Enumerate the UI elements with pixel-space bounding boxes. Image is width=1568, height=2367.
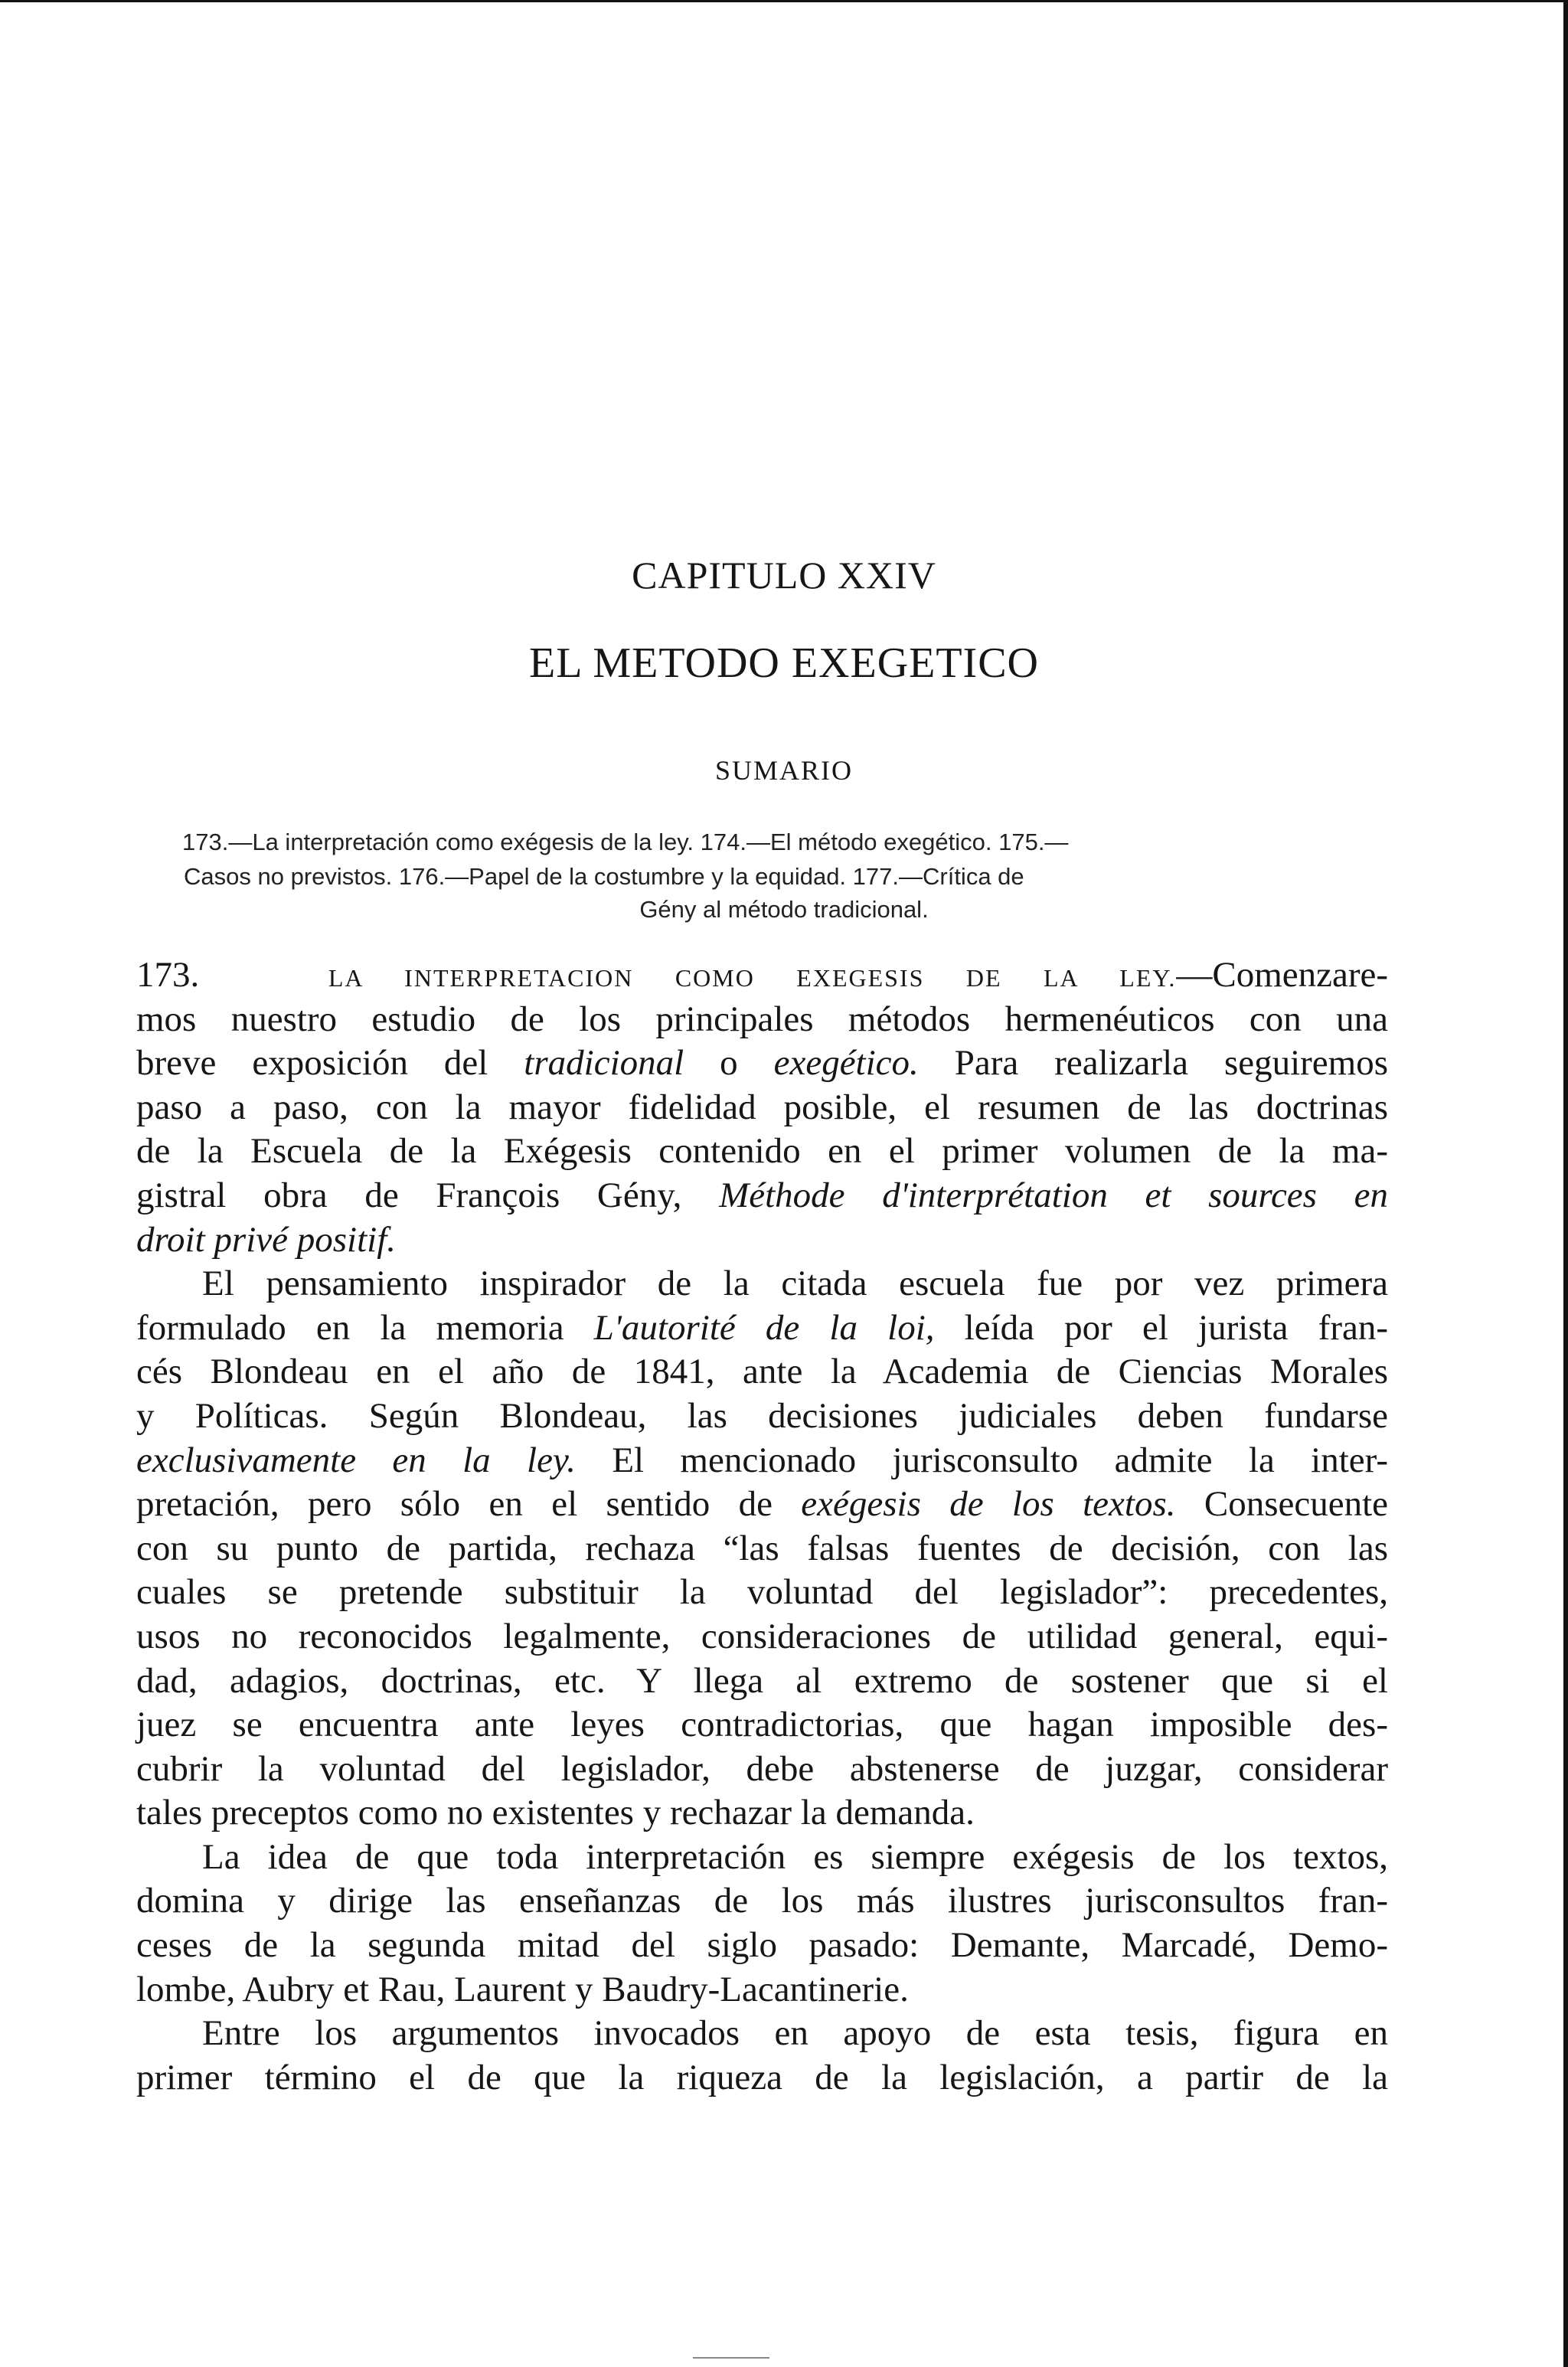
text-line xyxy=(136,1747,1388,1792)
text-run: dad, adagios, doctrinas, etc. Y llega al extremo de sostener que si el xyxy=(136,1660,1388,1701)
text-run: tales preceptos como no existentes y rechazar la demanda. xyxy=(136,1793,975,1833)
summary-label: SUMARIO xyxy=(714,755,854,786)
text-line xyxy=(136,998,1388,1042)
text-line xyxy=(136,1262,1388,1306)
text-run: leída por el jurista fran- xyxy=(934,1307,1388,1348)
italic-run: Méthode d'interprétation et sources en xyxy=(719,1175,1388,1215)
text-run: Consecuente xyxy=(1175,1484,1389,1525)
text-line xyxy=(136,1394,1388,1439)
text-run: lombe, Aubry et Rau, Laurent y Baudry-Lacantinerie. xyxy=(136,1969,909,2009)
text-run: juez se encuentra ante leyes contradictorias, que hagan imposible des- xyxy=(136,1705,1388,1745)
text-line xyxy=(136,1041,1388,1086)
text-run: gistral obra de François Gény, xyxy=(136,1175,720,1215)
summary-line: Casos no previstos. 176.—Papel de la costumbre y la equidad. 177.—Crítica de xyxy=(184,863,1024,890)
text-run: La idea de que toda interpretación es siempre exégesis de los textos, xyxy=(202,1836,1388,1877)
chapter-label: CAPITULO XXIV xyxy=(632,554,936,597)
italic-run: L'autorité de la loi, xyxy=(593,1307,935,1348)
text-run: Entre los argumentos invocados en apoyo de esta tesis, figura en xyxy=(202,2013,1388,2054)
summary-line: Gény al método tradicional. xyxy=(639,896,929,923)
text-line xyxy=(136,1306,1388,1351)
text-run: primer término el de que la riqueza de la legislación, a partir de la xyxy=(136,2057,1388,2097)
text-line xyxy=(136,1174,1388,1218)
section-number: 173. xyxy=(136,955,200,995)
text-line xyxy=(136,1836,1388,1880)
text-line xyxy=(136,1218,1388,1263)
text-run: cuales se pretende substituir la voluntad del legislador”: precedentes, xyxy=(136,1572,1388,1613)
text-run: pretación, pero sólo en el sentido de xyxy=(136,1484,802,1525)
summary-line: 173.—La interpretación como exégesis de la ley. 174.—El método exegético. 175.— xyxy=(182,829,1069,855)
chapter-title: EL METODO EXEGETICO xyxy=(528,639,1039,687)
text-run: usos no reconocidos legalmente, consideraciones de utilidad general, equi- xyxy=(136,1616,1388,1656)
text-run: Para realizarla seguiremos xyxy=(918,1043,1389,1084)
text-run: mos nuestro estudio de los principales métodos hermenéuticos con una xyxy=(136,999,1388,1039)
italic-run: droit privé positif. xyxy=(136,1219,397,1260)
text-run: ceses de la segunda mitad del siglo pasado: Demante, Marcadé, Demo- xyxy=(136,1925,1388,1966)
italic-run: tradicional xyxy=(524,1043,684,1084)
text-line xyxy=(136,1130,1388,1174)
text-line xyxy=(136,1659,1388,1704)
text-line xyxy=(136,1924,1388,1968)
italic-run: exégesis de los textos. xyxy=(801,1484,1176,1525)
text-run: de la Escuela de la Exégesis contenido en el primer volumen de la ma- xyxy=(136,1131,1388,1172)
italic-run: exclusivamente en la ley. xyxy=(136,1440,576,1480)
text-run: cés Blondeau en el año de 1841, ante la Academia de Ciencias Morales xyxy=(136,1352,1388,1392)
section-173-heading-line xyxy=(136,953,1388,998)
page-bottom-mark xyxy=(693,2357,769,2359)
text-run: formulado en la memoria xyxy=(136,1307,594,1348)
text-run: domina y dirige las enseñanzas de los más ilustres jurisconsultos fran- xyxy=(136,1881,1388,1921)
text-line xyxy=(136,1527,1388,1571)
text-line xyxy=(136,1483,1388,1527)
text-line xyxy=(136,1615,1388,1659)
text-run: breve exposición del xyxy=(136,1043,524,1084)
text-line xyxy=(136,2012,1388,2056)
text-run: cubrir la voluntad del legislador, debe abstenerse de juzgar, considerar xyxy=(136,1748,1388,1789)
section-heading: LA INTERPRETACION COMO EXEGESIS DE LA LEY. xyxy=(328,964,1177,992)
text-run: y Políticas. Según Blondeau, las decisiones judiciales deben fundarse xyxy=(136,1395,1388,1436)
text-run: o xyxy=(684,1043,774,1084)
text-run: paso a paso, con la mayor fidelidad posible, el resumen de las doctrinas xyxy=(136,1087,1388,1127)
text-run: con su punto de partida, rechaza “las falsas fuentes de decisión, con las xyxy=(136,1528,1388,1568)
page-top-border xyxy=(0,0,1568,2)
text-line xyxy=(136,1086,1388,1130)
text-run: El mencionado jurisconsulto admite la inter- xyxy=(575,1440,1388,1480)
text-line xyxy=(136,1571,1388,1615)
text-line xyxy=(136,1350,1388,1394)
text-run: —Comenzare- xyxy=(1176,955,1389,995)
text-line xyxy=(136,1703,1388,1747)
text-line xyxy=(136,1791,1388,1836)
italic-run: exegético. xyxy=(773,1043,919,1084)
text-line xyxy=(136,2056,1388,2101)
text-line xyxy=(136,1439,1388,1483)
text-line xyxy=(136,1968,1388,2012)
text-line xyxy=(136,1879,1388,1924)
body-text xyxy=(136,953,1388,2100)
page-right-border xyxy=(1563,0,1568,2367)
text-run: El pensamiento inspirador de la citada escuela fue por vez primera xyxy=(202,1264,1388,1304)
